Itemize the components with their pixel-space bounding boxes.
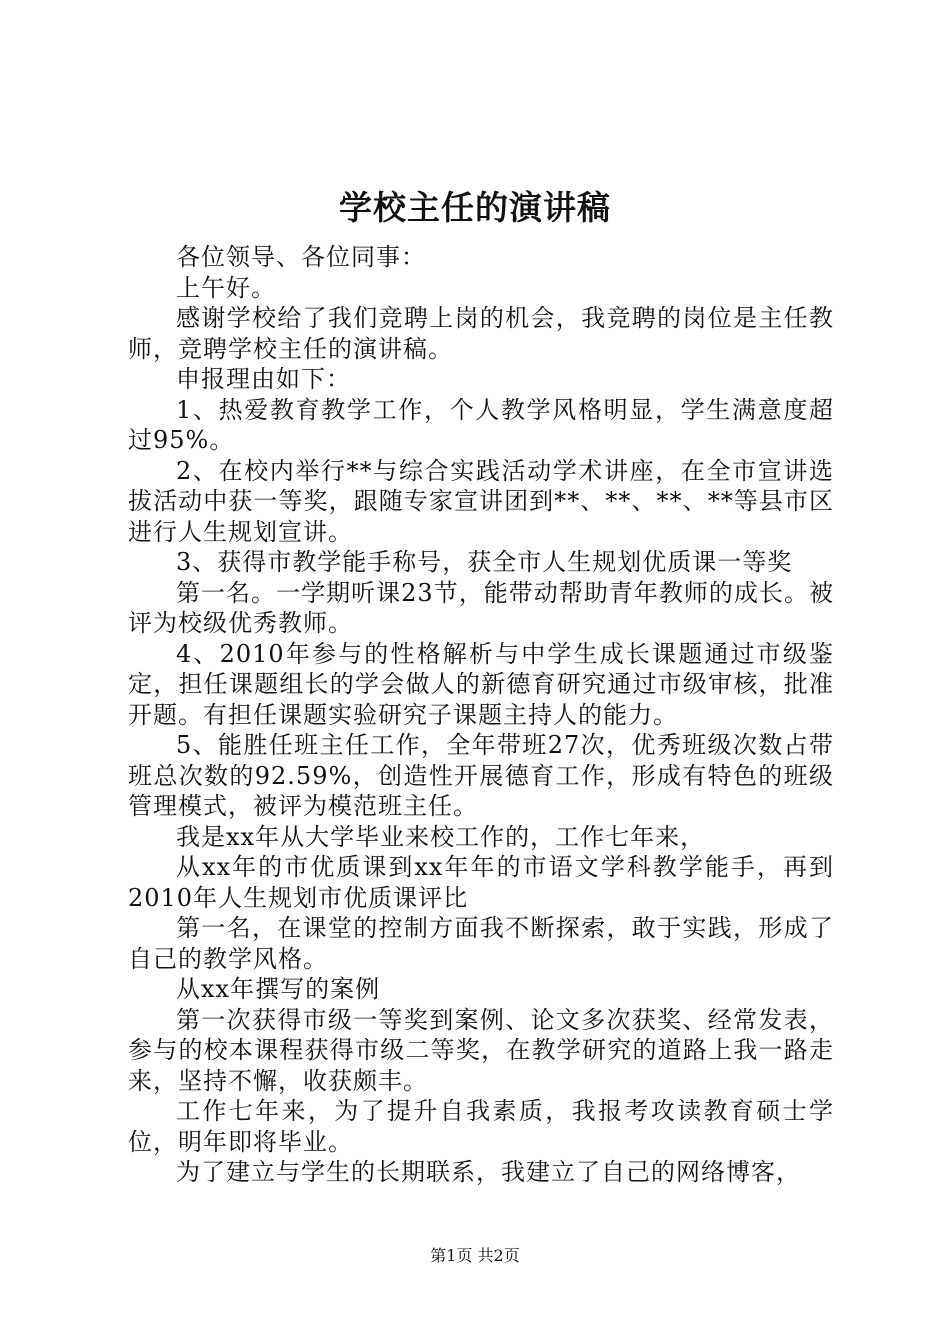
paragraph: 第一名，在课堂的控制方面我不断探索，敢于实践，形成了自己的教学风格。: [128, 914, 834, 973]
paragraph: 第一次获得市级一等奖到案例、论文多次获奖、经常发表，参与的校本课程获得市级二等奖，在教学研究的道路上我一路走来，坚持不懈，收获颇丰。: [128, 1005, 834, 1095]
paragraph: 上午好。: [176, 273, 276, 302]
paragraph: 2、在校内举行**与综合实践活动学术讲座，在全市宣讲选拔活动中获一等奖，跟随专家宣讲团到**、**、**、**等县市区进行人生规划宣讲。: [128, 456, 834, 546]
document-title: 学校主任的演讲稿: [339, 188, 611, 227]
paragraph: 工作七年来，为了提升自我素质，我报考攻读教育硕士学位，明年即将毕业。: [128, 1097, 834, 1156]
paragraph: 4、2010年参与的性格解析与中学生成长课题通过市级鉴定，担任课题组长的学会做人的新德育研究通过市级审核，批准开题。有担任课题实验研究子课题主持人的能力。: [128, 639, 834, 729]
paragraph: 为了建立与学生的长期联系，我建立了自己的网络博客，: [176, 1158, 801, 1186]
paragraph: 申报理由如下：: [176, 365, 351, 393]
paragraph: 1、热爱教育教学工作，个人教学风格明显，学生满意度超过95%。: [128, 395, 834, 454]
page-footer: 第1页 共2页: [430, 1246, 520, 1265]
paragraph: 从xx年撰写的案例: [176, 975, 381, 1003]
document-body: [128, 242, 834, 1188]
paragraph: 从xx年的市优质课到xx年年的市语文学科教学能手，再到2010年人生规划市优质课评比: [128, 853, 834, 912]
paragraph: 我是xx年从大学毕业来校工作的，工作七年来，: [176, 822, 706, 851]
paragraph: 5、能胜任班主任工作，全年带班27次，优秀班级次数占带班总次数的92.59%，创造性开展德育工作，形成有特色的班级管理模式，被评为模范班主任。: [128, 731, 834, 820]
paragraph: 各位领导、各位同事：: [176, 243, 426, 271]
paragraph: 感谢学校给了我们竞聘上岗的机会，我竞聘的岗位是主任教师，竞聘学校主任的演讲稿。: [128, 304, 834, 363]
paragraph: 3、获得市教学能手称号，获全市人生规划优质课一等奖: [176, 548, 793, 576]
paragraph: 第一名。一学期听课23节，能带动帮助青年教师的成长。被评为校级优秀教师。: [128, 578, 834, 637]
